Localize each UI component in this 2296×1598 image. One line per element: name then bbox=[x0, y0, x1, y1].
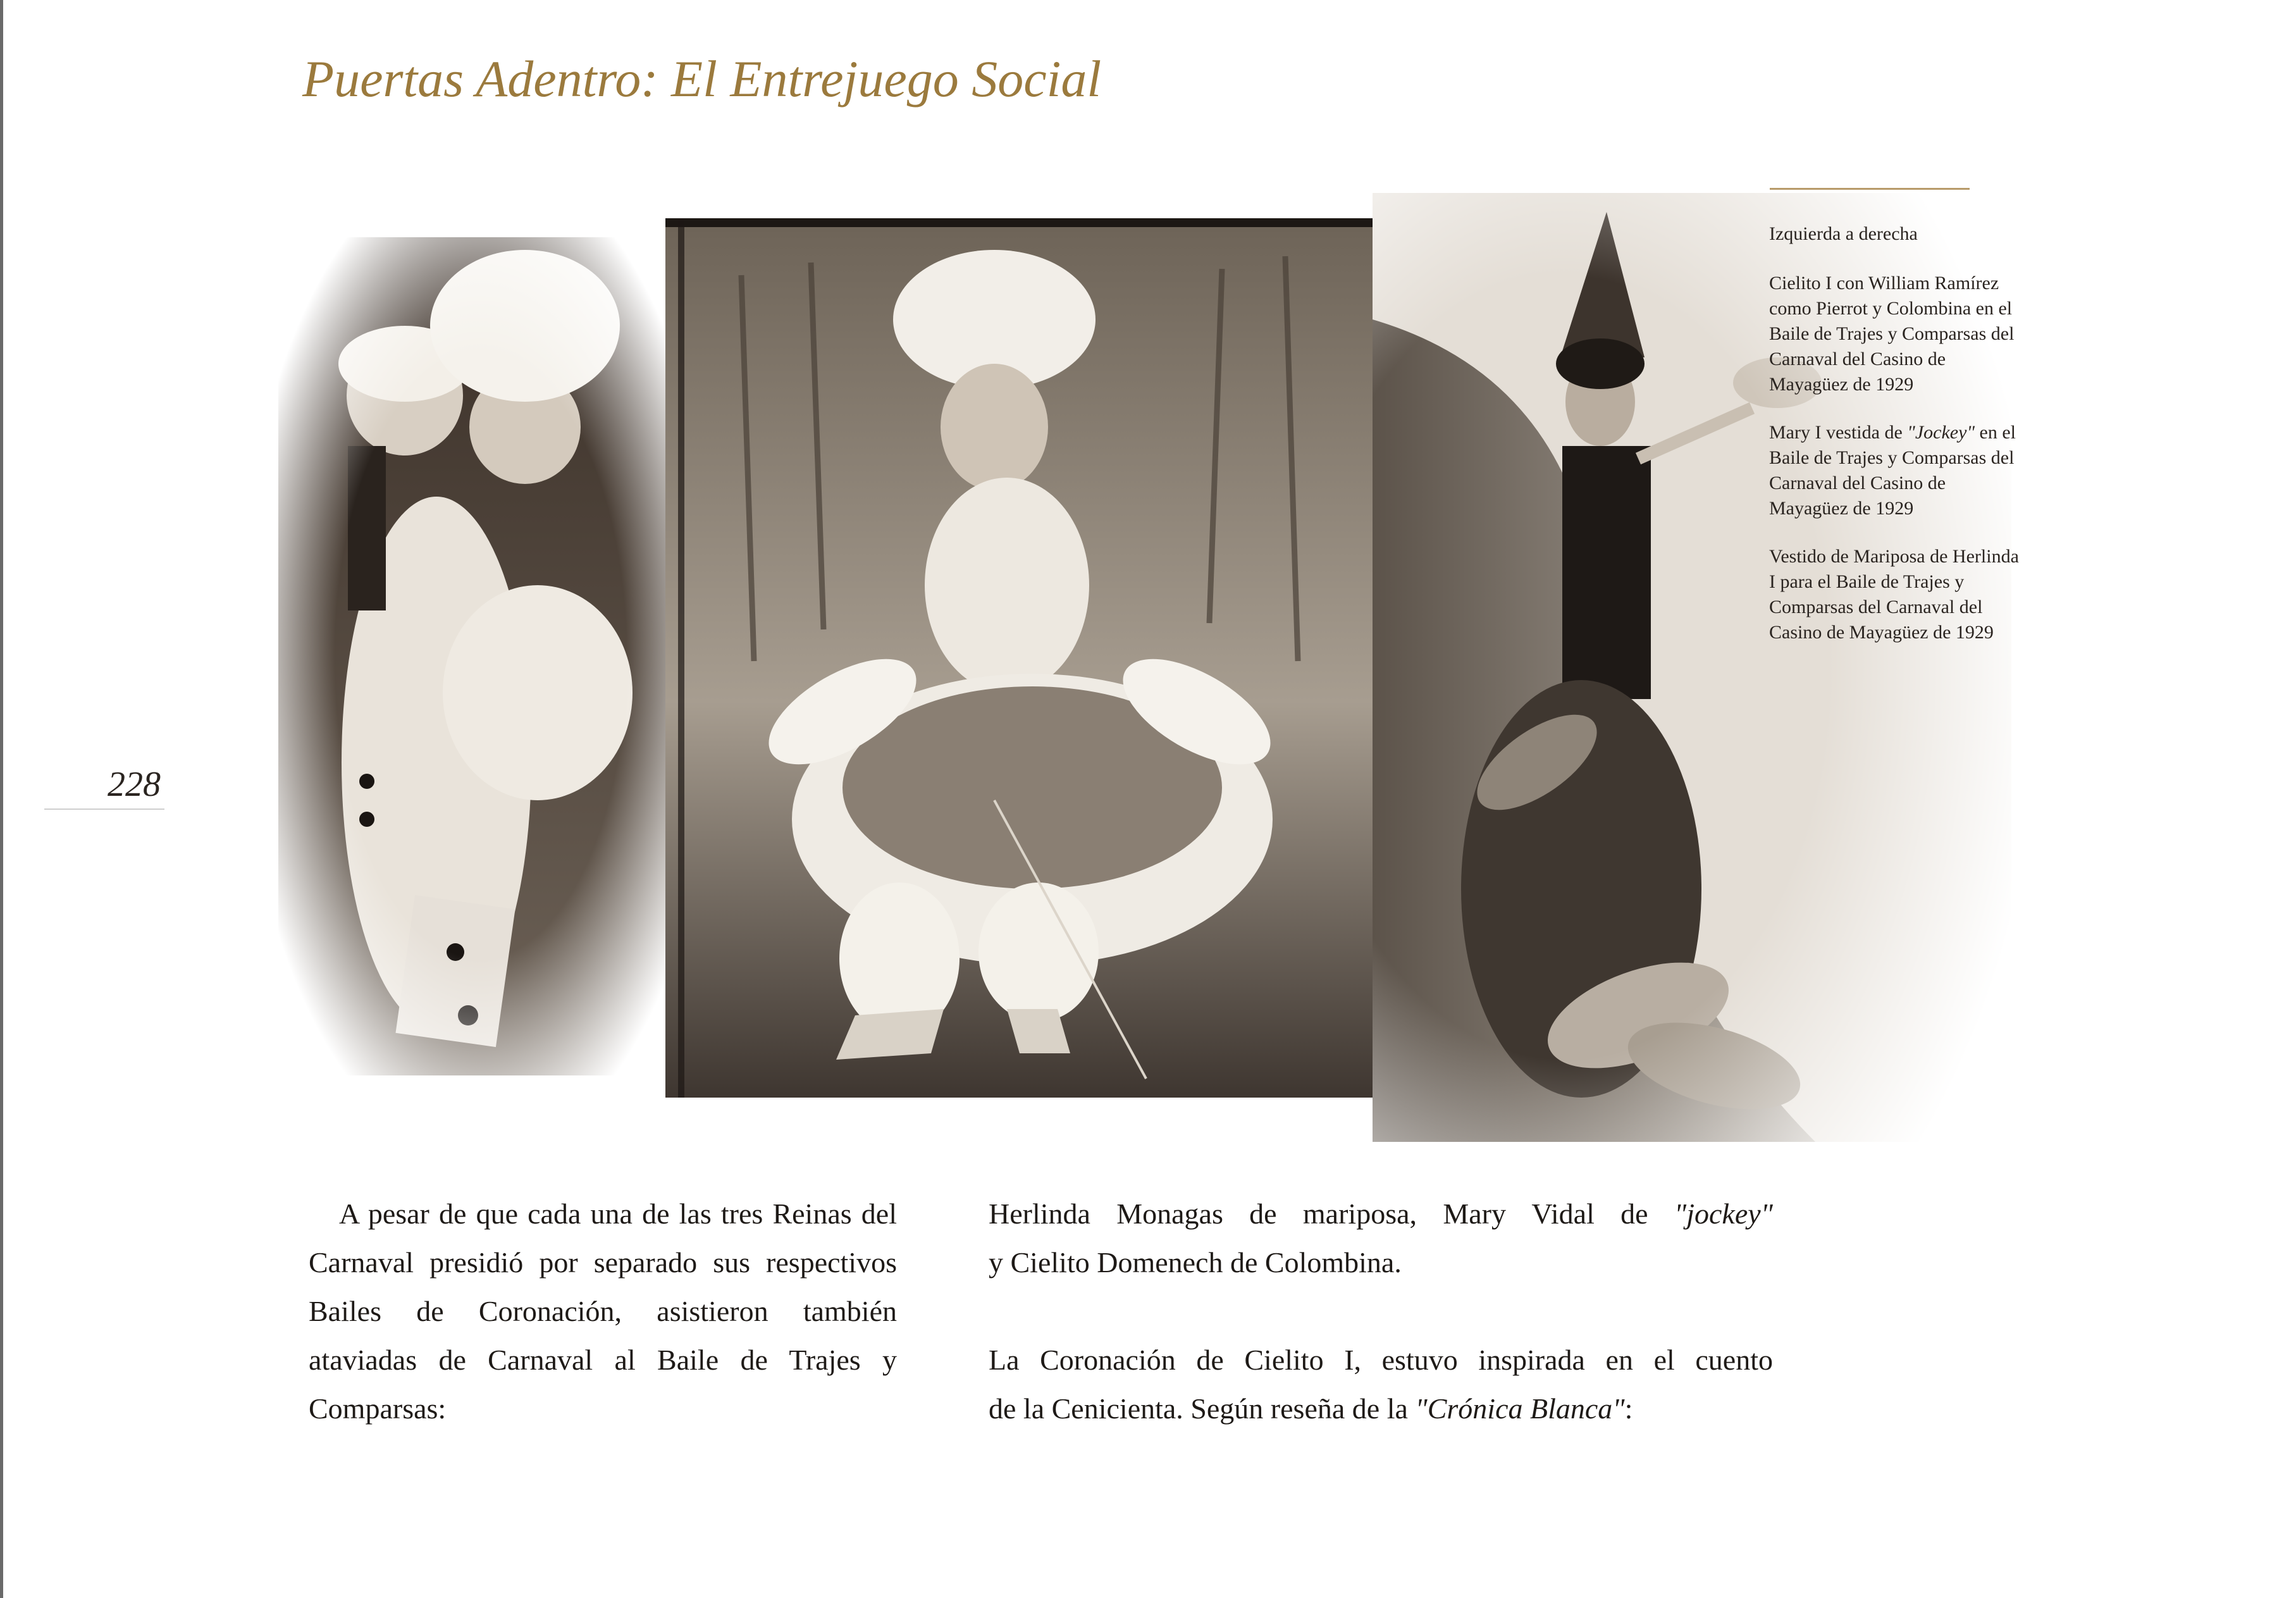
photo-woman-snow-costume bbox=[665, 218, 1396, 1098]
caption-item-2-emphasis: "Jockey" bbox=[1907, 422, 1975, 443]
photo-children-pierrot-colombina bbox=[278, 237, 683, 1075]
right-p2-line2-emphasis: "Crónica Blanca" bbox=[1415, 1392, 1625, 1425]
body-paragraph-left: A pesar de que cada una de las tres Reinas del Carnaval presidió por separado sus respectivos Bailes de Coronación, asistieron también ataviadas de Carnaval al Baile de Trajes y Comparsas: bbox=[309, 1198, 897, 1425]
body-paragraph-right-1 bbox=[989, 1189, 1773, 1287]
page-number: 228 bbox=[108, 765, 161, 804]
body-paragraph-right-1-line-2: y Cielito Domenech de Colombina. bbox=[989, 1246, 1402, 1279]
page-edge bbox=[0, 0, 3, 1598]
caption-item-2-before: Mary I vestida de bbox=[1769, 422, 1908, 443]
caption-heading: Izquierda a derecha bbox=[1769, 223, 1918, 244]
body-paragraph-right-2-line-2 bbox=[989, 1384, 1773, 1433]
right-p1-line1-emphasis: "jockey" bbox=[1674, 1198, 1773, 1230]
body-paragraph-right-1-line-1 bbox=[989, 1189, 1773, 1238]
caption-item-2-after: en el Baile de Trajes y Comparsas del Carnaval del Casino de Mayagüez de 1929 bbox=[1769, 422, 2016, 519]
caption-item-3: Vestido de Mariposa de Herlinda I para el Baile de Trajes y Comparsas del Carnaval del Casino de Mayagüez de 1929 bbox=[1769, 546, 2019, 643]
right-p2-line2-after: : bbox=[1624, 1392, 1633, 1425]
body-column-left bbox=[309, 1189, 897, 1433]
photo-caption-block bbox=[1769, 221, 2022, 668]
caption-item-2 bbox=[1769, 420, 2022, 521]
running-header-title: Puertas Adentro: El Entrejuego Social bbox=[302, 50, 1102, 108]
right-p1-line1-text: Herlinda Monagas de mariposa, Mary Vidal de bbox=[989, 1198, 1674, 1230]
caption-rule bbox=[1770, 188, 1970, 190]
body-paragraph-right-2 bbox=[989, 1335, 1773, 1433]
right-p2-line2-text: de la Cenicienta. Según reseña de la bbox=[989, 1392, 1416, 1425]
body-column-right bbox=[989, 1189, 1773, 1433]
caption-item-1: Cielito I con William Ramírez como Pierrot y Colombina en el Baile de Trajes y Comparsas del Carnaval del Casino de Mayagüez de 1929 bbox=[1769, 273, 2015, 395]
body-paragraph-right-2-line-1: La Coronación de Cielito I, estuvo inspirada en el cuento bbox=[989, 1344, 1773, 1376]
page-number-rule bbox=[44, 808, 164, 810]
